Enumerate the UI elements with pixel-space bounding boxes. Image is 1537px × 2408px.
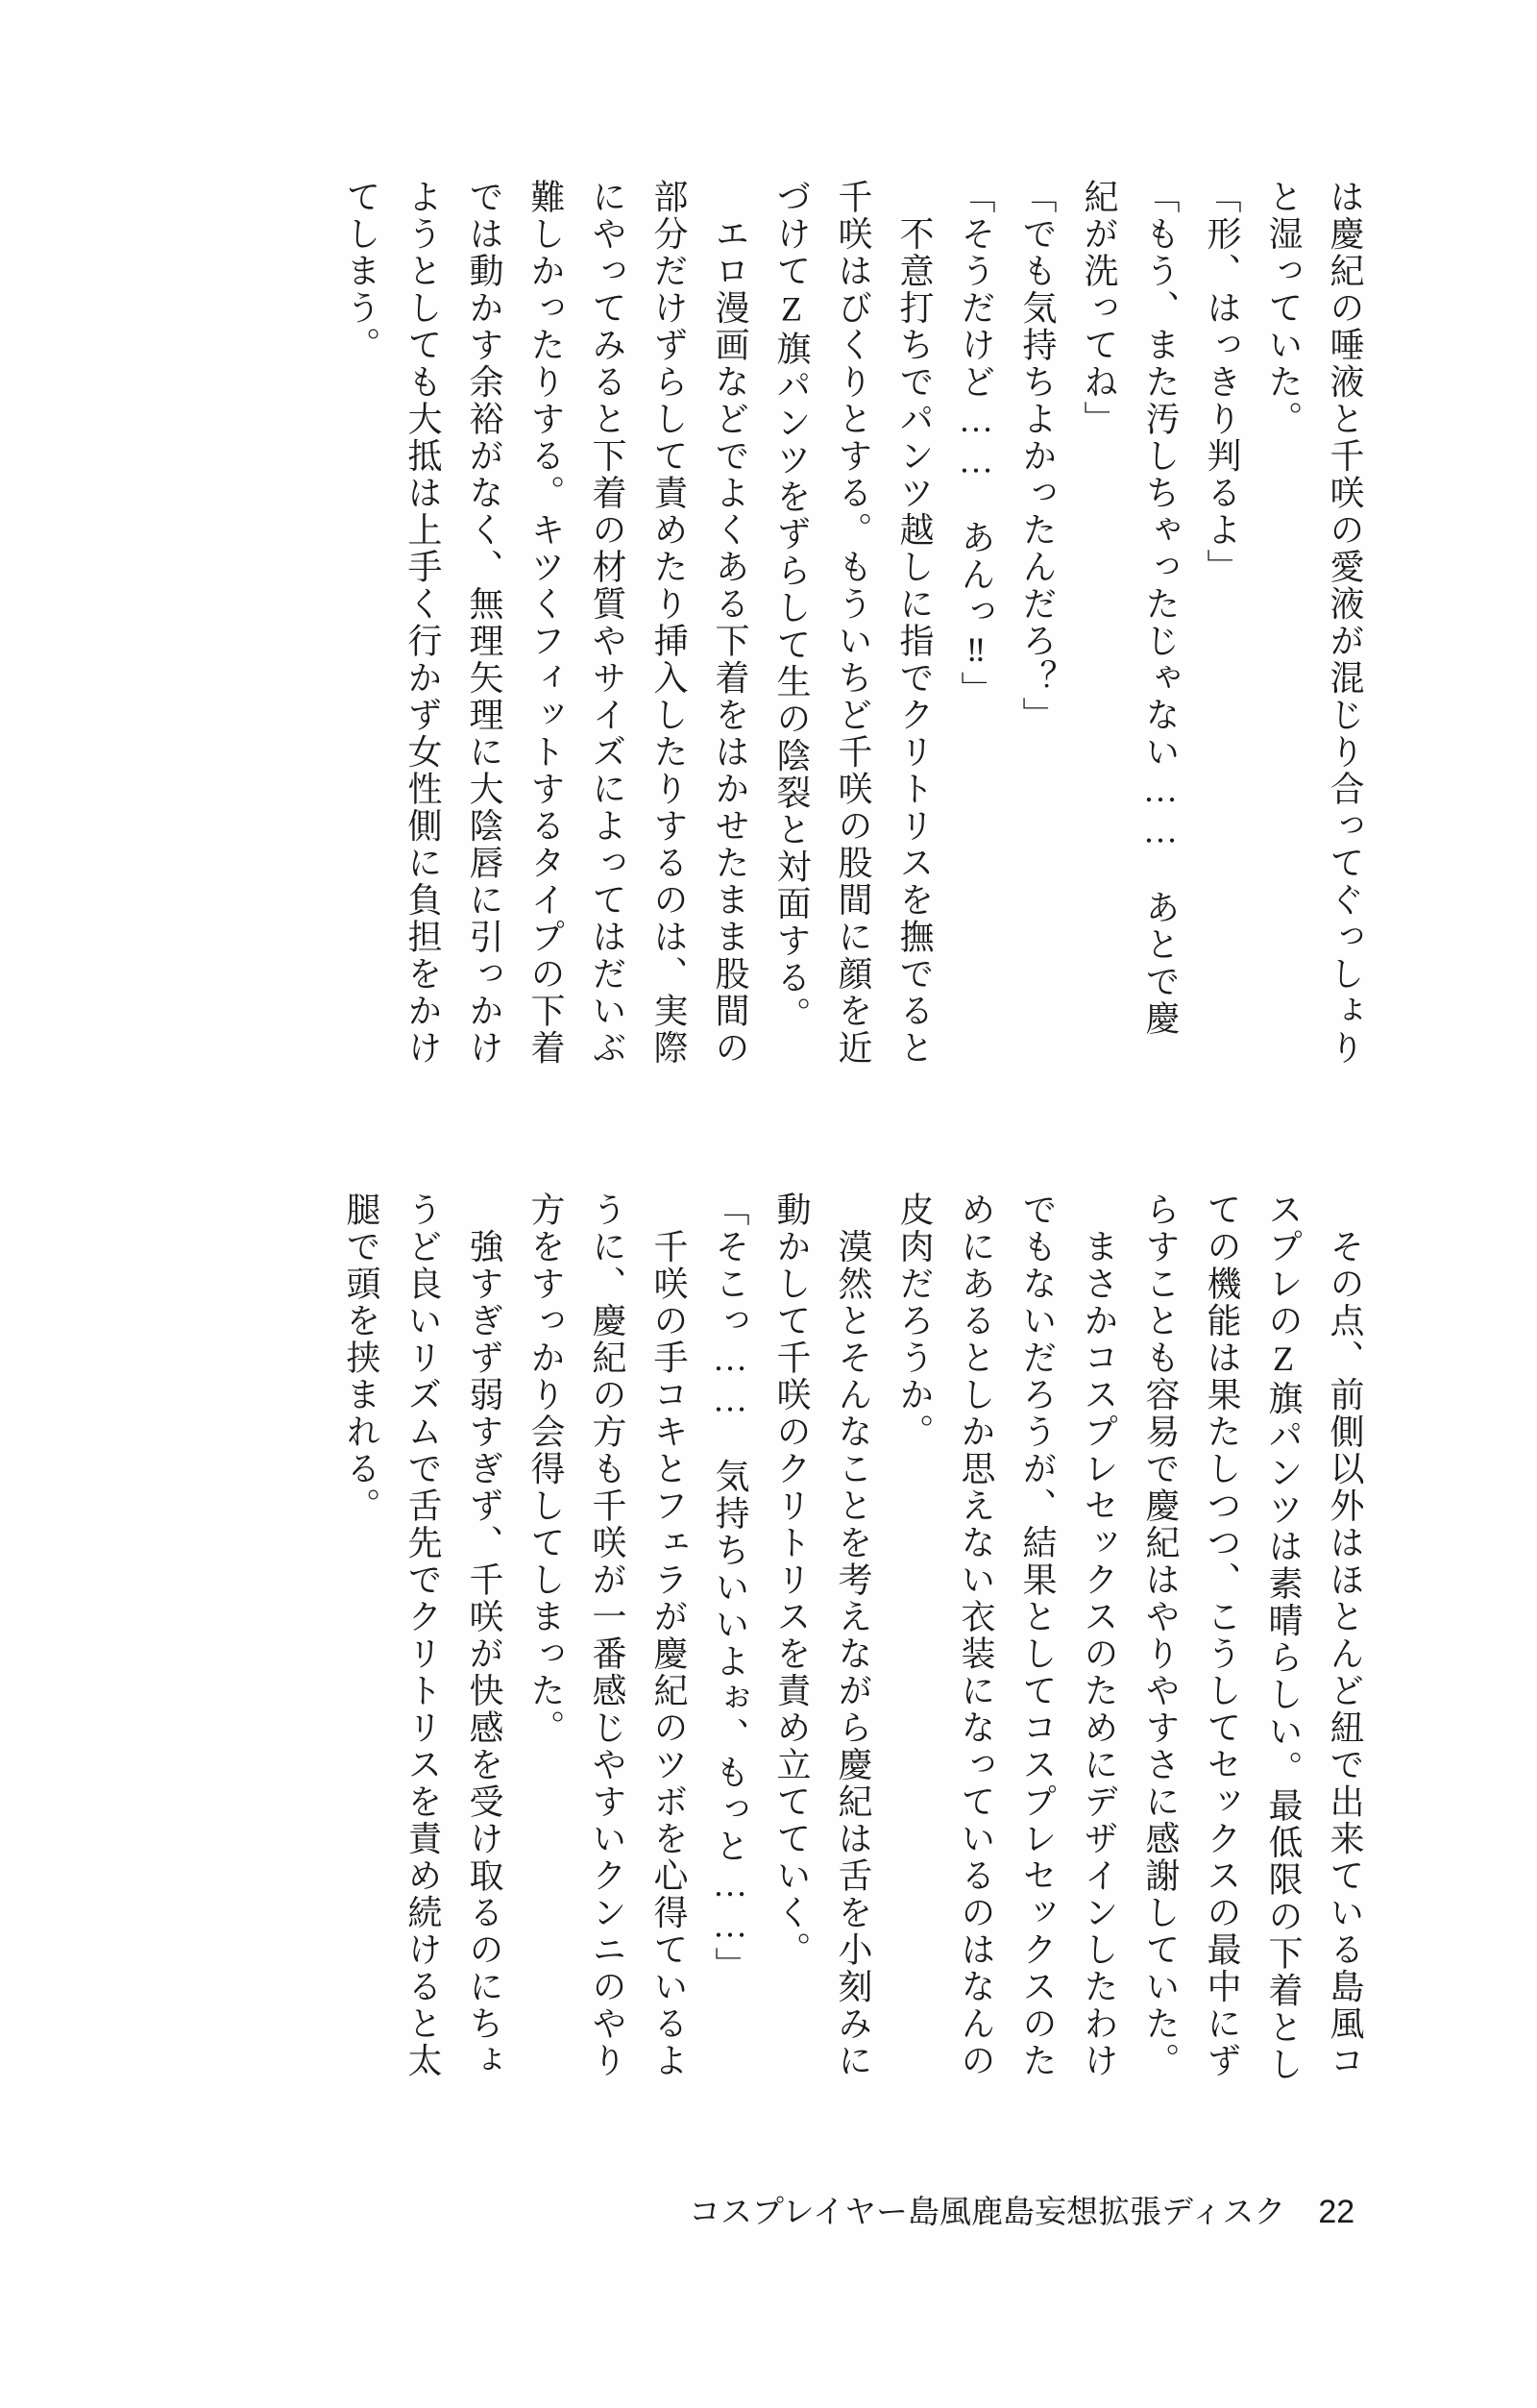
page-footer — [689, 2194, 1354, 2230]
novel-paragraph: 不意打ちでパンツ越しに指でクリトリスを撫でると千咲はびくりとする。もういちど千咲の股間に顔を近づけてZ旗パンツをずらして生の陰裂と対面する。 — [772, 179, 934, 1067]
novel-paragraph-dialogue: 「もう、また汚しちゃったじゃない…… あとで慶紀が洗ってね」 — [1080, 179, 1180, 1038]
novel-paragraph-dialogue: 「そうだけど…… あんっ‼」 — [957, 179, 995, 708]
novel-paragraph-dialogue: 「でも気持ちよかったんだろ？」 — [1018, 179, 1057, 734]
page-number: 22 — [1318, 2194, 1355, 2230]
novel-paragraph-dialogue: 「そこっ…… 気持ちいいよぉ、もっと……」 — [711, 1192, 749, 1984]
text-band-top — [330, 179, 1376, 1072]
novel-paragraph: 強すぎず弱すぎず、千咲が快感を受け取るのにちょうど良いリズムで舌先でクリトリスを責め続けると太腿で頭を挟まれる。 — [342, 1192, 503, 2079]
novel-paragraph: 千咲の手コキとフェラが慶紀のツボを心得ているように、慶紀の方も千咲が一番感じやすいクンニのやり方をすっかり会得してしまった。 — [526, 1192, 688, 2079]
novel-paragraph: まさかコスプレセックスのためにデザインしたわけでもないだろうが、結果としてコスプレセックスのためにあるとしか思えない衣装になっているのはなんの皮肉だろうか。 — [895, 1192, 1118, 2079]
novel-paragraph: エロ漫画などでよくある下着をはかせたまま股間の部分だけずらして責めたり挿入したりするのは、実際にやってみると下着の材質やサイズによってはだいぶ難しかったりする。キツくフィットするタイプの下着では動かす余裕がなく、無理矢理に大陰唇に引っかけようとしても大抵は上手く行かず女性側に負担をかけてしまう。 — [342, 179, 749, 1067]
novel-paragraph-dialogue: 「形、はっきり判るよ」 — [1203, 179, 1241, 586]
book-title: コスプレイヤー島風鹿島妄想拡張ディスク — [689, 2194, 1286, 2229]
text-band-bottom — [330, 1192, 1376, 2085]
novel-paragraph: 漠然とそんなことを考えながら慶紀は舌を小刻みに動かして千咲のクリトリスを責め立てていく。 — [772, 1192, 872, 2079]
novel-paragraph: は慶紀の唾液と千咲の愛液が混じり合ってぐっしょりと湿っていた。 — [1264, 179, 1364, 1067]
novel-paragraph: その点、前側以外はほとんど紐で出来ている島風コスプレのZ旗パンツは素晴らしい。最低限の下着としての機能は果たしつつ、こうしてセックスの最中にずらすことも容易で慶紀はやりやすさに感謝していた。 — [1141, 1192, 1364, 2083]
